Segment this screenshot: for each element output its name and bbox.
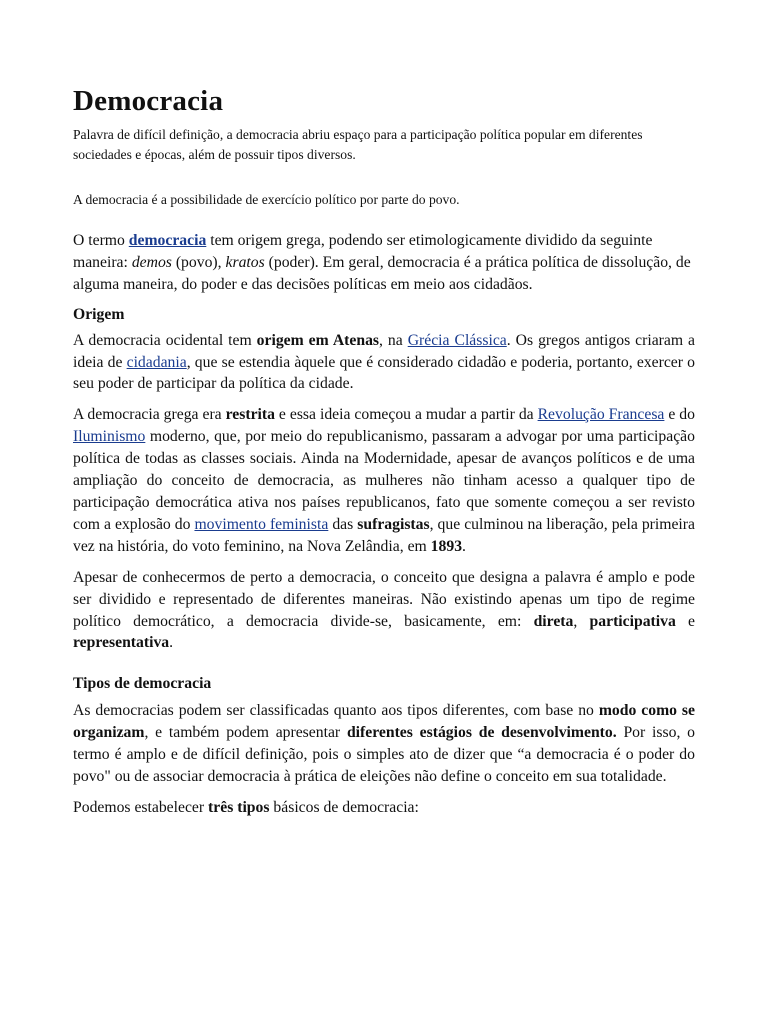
- text-run: e: [675, 612, 695, 630]
- text-run: ,: [573, 612, 590, 630]
- bold-run: origem em Atenas: [256, 331, 380, 349]
- text-run: . Os gregos antigos criaram a ideia de: [73, 331, 695, 371]
- text-run: Por isso, o termo é amplo e de difícil definição, pois o simples ato de dizer que “a democracia é o poder do povo" ou de associar democracia à prática de eleições não define o conceito em sua totalidade.: [73, 724, 695, 785]
- text-run: , que se estendia àquele que é considerado cidadão e poderia, portanto, exercer o seu poder de participar da política da cidade.: [73, 353, 695, 393]
- origem-paragraph-3: [73, 567, 695, 655]
- text-run: .: [169, 634, 174, 652]
- bold-run: participativa: [589, 612, 676, 630]
- text-run: Apesar de conhecermos de perto a democracia, o conceito que designa a palavra é amplo e pode ser dividido e representado de diferentes maneiras. Não existindo apenas um tipo de regime político democrático, a democracia divide-se, basicamente, em:: [73, 568, 695, 630]
- text-run: A democracia ocidental tem: [73, 331, 257, 349]
- text-run: das: [328, 515, 358, 533]
- text-run: O termo: [73, 232, 129, 249]
- text-run: As democracias podem ser classificadas quanto aos tipos diferentes, com base no: [73, 702, 599, 720]
- link-grecia-classica[interactable]: Grécia Clássica: [407, 331, 507, 349]
- link-revolucao-francesa[interactable]: Revolução Francesa: [537, 406, 665, 424]
- text-run: , e também podem apresentar: [144, 724, 347, 742]
- text-run: moderno, que, por meio do republicanismo, passaram a advogar por uma participação política de todas as classes sociais. Ainda na Modernidade, apesar de avanços políticos e de uma ampliação do conceito de democracia, as mulheres não tinham acesso a qualquer tipo de participação democrática ativa nos países republicanos, fato que somente começou a ser revisto com a explosão do: [73, 428, 695, 533]
- text-run: Podemos estabelecer: [73, 798, 209, 816]
- link-cidadania[interactable]: cidadania: [126, 353, 187, 371]
- origem-paragraph-1: [73, 330, 695, 396]
- section-heading-origem: Origem: [73, 305, 125, 323]
- text-run: básicos de democracia:: [269, 798, 419, 816]
- text-run: (povo),: [171, 253, 226, 271]
- intro-paragraph: [73, 230, 695, 296]
- bold-run: 1893: [430, 537, 463, 555]
- bold-run: sufragistas: [357, 515, 430, 533]
- text-run: tem origem grega, podendo ser etimologicamente dividido da seguinte maneira:: [73, 232, 653, 271]
- bold-run: modo como se organizam: [73, 702, 695, 742]
- text-run: , que culminou na liberação, pela primeira vez na história, do voto feminino, na Nova Zelândia, em: [73, 515, 695, 555]
- bold-run: diferentes estágios de desenvolvimento.: [346, 724, 617, 742]
- link-democracia[interactable]: democracia: [128, 232, 207, 249]
- image-caption: A democracia é a possibilidade de exercício político por parte do povo.: [73, 192, 460, 207]
- term-kratos: kratos: [225, 253, 265, 271]
- text-run: .: [462, 537, 466, 555]
- text-run: e essa ideia começou a mudar a partir da: [274, 406, 538, 424]
- term-demos: demos: [131, 253, 172, 271]
- text-run: A democracia grega era: [73, 406, 226, 424]
- text-run: (poder). Em geral, democracia é a prática política de dissolução, de alguma maneira, do poder e das decisões políticas em meio aos cidadãos.: [73, 253, 691, 293]
- section-heading-tipos: Tipos de democracia: [73, 675, 212, 693]
- origem-paragraph-2: [73, 404, 695, 557]
- link-iluminismo[interactable]: Iluminismo: [73, 428, 146, 446]
- bold-run: três tipos: [208, 798, 270, 816]
- bold-run: direta: [533, 612, 574, 630]
- subtitle: Palavra de difícil definição, a democracia abriu espaço para a participação política popular em diferentes sociedades e épocas, além de possuir tipos diversos.: [73, 127, 643, 162]
- bold-run: restrita: [225, 406, 275, 424]
- page-title: Democracia: [73, 85, 224, 117]
- bold-run: representativa: [73, 634, 170, 652]
- tipos-paragraph-2: [73, 797, 695, 819]
- text-run: , na: [379, 331, 408, 349]
- text-run: e do: [664, 406, 695, 424]
- link-movimento-feminista[interactable]: movimento feminista: [194, 515, 329, 533]
- tipos-paragraph-1: [73, 700, 695, 788]
